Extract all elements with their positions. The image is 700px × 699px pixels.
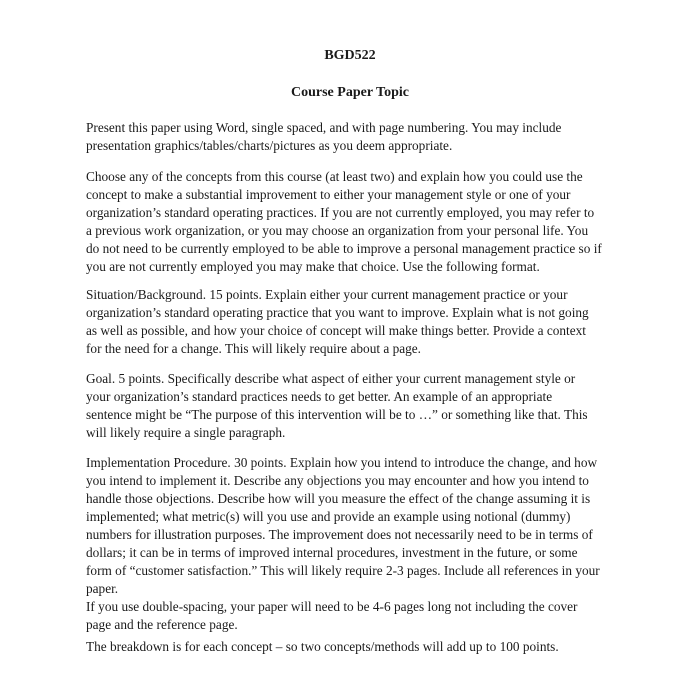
paragraph-line: presentation graphics/tables/charts/pictures as you deem appropriate. bbox=[86, 138, 453, 153]
paragraph-line: Choose any of the concepts from this course (at least two) and explain how you could use the bbox=[86, 169, 583, 184]
paragraph-line: your organization’s standard practices needs to get better. An example of an appropriate bbox=[86, 389, 553, 404]
paragraph-situation-background bbox=[86, 286, 626, 358]
paragraph-line: will likely require a single paragraph. bbox=[86, 425, 286, 440]
paragraph-line: paper. bbox=[86, 581, 119, 596]
paragraph-assignment-overview bbox=[86, 168, 626, 276]
paragraph-line: you intend to implement it. Describe any objections you may encounter and how you intend to bbox=[86, 473, 589, 488]
paragraph-line: Goal. 5 points. Specifically describe what aspect of either your current management style or bbox=[86, 371, 576, 386]
paragraph-line: form of “customer satisfaction.” This will likely require 2-3 pages. Include all references in your bbox=[86, 563, 600, 578]
paragraph-line: If you use double-spacing, your paper will need to be 4-6 pages long not including the cover bbox=[86, 599, 578, 614]
paragraph-line: The breakdown is for each concept – so two concepts/methods will add up to 100 points. bbox=[86, 639, 559, 654]
paragraph-breakdown bbox=[86, 638, 626, 656]
paragraph-line: Situation/Background. 15 points. Explain either your current management practice or your bbox=[86, 287, 568, 302]
page-title: Course Paper Topic bbox=[291, 85, 409, 100]
paragraph-goal bbox=[86, 370, 626, 442]
paragraph-line: for the need for a change. This will likely require about a page. bbox=[86, 341, 422, 356]
paragraph-line: you are not currently employed you may make that choice. Use the following format. bbox=[86, 259, 540, 274]
paragraph-line: organization’s standard operating practices. If you are not currently employed, you may refer to bbox=[86, 205, 595, 220]
paragraph-line: Implementation Procedure. 30 points. Explain how you intend to introduce the change, and how bbox=[86, 455, 598, 470]
paragraph-line: do not need to be currently employed to be able to improve a personal management practice so if bbox=[86, 241, 602, 256]
paragraph-line: page and the reference page. bbox=[86, 617, 238, 632]
paragraph-line: organization’s standard operating practice that you want to improve. Explain what is not going bbox=[86, 305, 589, 320]
paragraph-line: Present this paper using Word, single spaced, and with page numbering. You may include bbox=[86, 120, 562, 135]
course-code: BGD522 bbox=[324, 48, 376, 63]
paragraph-format-instructions bbox=[86, 119, 626, 155]
paragraph-implementation-procedure bbox=[86, 454, 626, 634]
paragraph-line: as well as possible, and how your choice of concept will make things better. Provide a context bbox=[86, 323, 586, 338]
paragraph-line: implemented; what metric(s) will you use and provide an example using notional (dummy) bbox=[86, 509, 571, 524]
paragraph-line: a previous work organization, or you may choose an organization from your personal life. You bbox=[86, 223, 589, 238]
paragraph-line: numbers for illustration purposes. The improvement does not necessarily need to be in terms of bbox=[86, 527, 593, 542]
paragraph-line: sentence might be “The purpose of this intervention will be to …” or something like that. This bbox=[86, 407, 588, 422]
paragraph-line: concept to make a substantial improvement to either your management style or one of your bbox=[86, 187, 571, 202]
paragraph-line: handle those objections. Describe how will you measure the effect of the change assuming it is bbox=[86, 491, 591, 506]
paragraph-line: dollars; it can be in terms of improved internal procedures, investment in the future, or some bbox=[86, 545, 578, 560]
